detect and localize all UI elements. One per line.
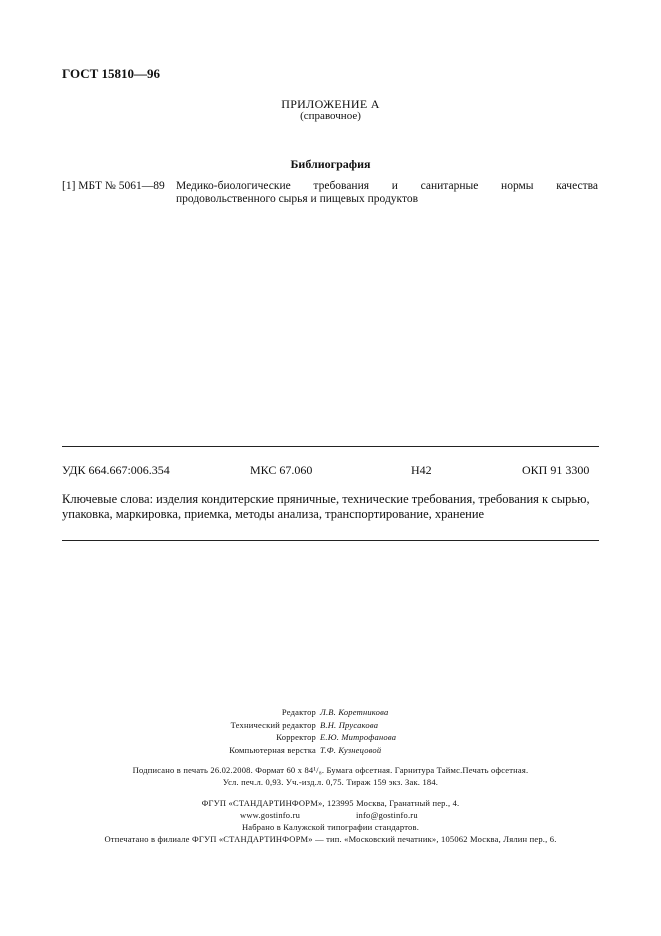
bibliography-title: Библиография (290, 157, 371, 171)
staff-row (0, 744, 661, 757)
document-code: ГОСТ 15810—96 (62, 66, 161, 81)
annex-title: ПРИЛОЖЕНИЕ А (281, 97, 380, 111)
staff-role: Редактор (281, 707, 316, 717)
bibliography-entry-text: Медико-биологические требования и санитарные нормы качества продовольственного сырья и пищевых продуктов (176, 180, 598, 205)
publisher-info (0, 797, 661, 845)
print-info-line-1: Подписано в печать 26.02.2008. Формат 60 x 84¹/₈. Бумага офсетная. Гарнитура Таймс.Печать офсетная. (132, 765, 529, 775)
keywords-line-2: упаковка, маркировка, приемка, методы анализа, транспортирование, хранение (62, 507, 485, 521)
divider-bottom (62, 540, 599, 541)
staff-role: Корректор (276, 732, 316, 742)
publisher-address: ФГУП «СТАНДАРТИНФОРМ», 123995 Москва, Гранатный пер., 4. (201, 798, 460, 808)
divider-top (62, 446, 599, 447)
typesetting-note: Набрано в Калужской типографии стандартов. (241, 822, 420, 832)
publisher-email: info@gostinfo.ru (356, 810, 418, 820)
staff-name: Л.В. Коретникова (320, 707, 389, 717)
keywords-line-1: Ключевые слова: изделия кондитерские пряничные, технические требования, требования к сырью, (62, 492, 590, 506)
mks-code: МКС 67.060 (250, 463, 313, 477)
keywords (62, 492, 599, 522)
staff-row (0, 706, 661, 719)
staff-name: Т.Ф. Кузнецовой (320, 744, 382, 755)
udc-code: УДК 664.667:006.354 (62, 463, 170, 477)
printing-note: Отпечатано в филиале ФГУП «СТАНДАРТИНФОРМ» — тип. «Московский печатник», 105062 Москва, Лялин пер., 6. (104, 834, 557, 844)
staff-row (0, 731, 661, 744)
staff-role: Технический редактор (230, 719, 316, 730)
staff-row (0, 719, 661, 732)
publisher-contacts (0, 809, 661, 821)
bibliography-entry-id: [1] МБТ № 5061—89 (62, 180, 165, 192)
staff-role: Компьютерная верстка (229, 744, 316, 755)
annex-subtitle: (справочное) (300, 110, 361, 122)
staff-name: Е.Ю. Митрофанова (320, 732, 397, 742)
okp-code: ОКП 91 3300 (522, 463, 590, 477)
staff-name: В.Н. Прусакова (320, 719, 379, 730)
print-info (0, 764, 661, 788)
staff-credits (0, 706, 661, 756)
publisher-website: www.gostinfo.ru (240, 810, 301, 820)
print-info-line-2: Усл. печ.л. 0,93. Уч.-изд.л. 0,75. Тираж 159 экз. Зак. 184. (222, 777, 439, 787)
group-code: Н42 (411, 463, 432, 477)
